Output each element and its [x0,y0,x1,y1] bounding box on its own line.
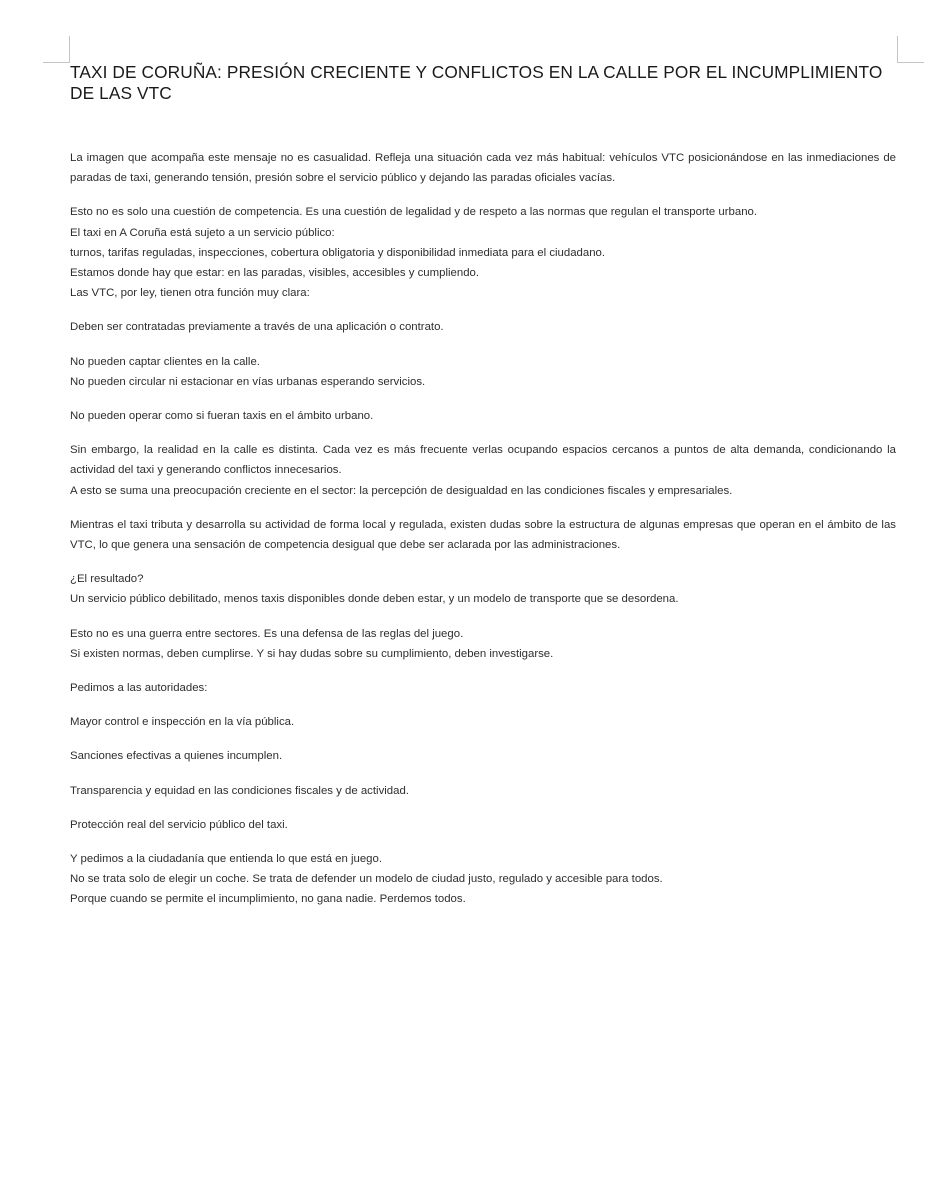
paragraph-demand-protection [70,815,896,835]
document-page [70,62,896,924]
paragraph-line: Si existen normas, deben cumplirse. Y si hay dudas sobre su cumplimiento, deben investigarse. [70,647,554,660]
paragraph-line: Deben ser contratadas previamente a través de una aplicación o contrato. [70,321,444,334]
document-body [70,148,896,910]
paragraph-line: Y pedimos a la ciudadanía que entienda lo que está en juego. [70,853,383,866]
paragraph-line: ¿El resultado? [70,573,144,586]
paragraph-line: Esto no es una guerra entre sectores. Es una defensa de las reglas del juego. [70,627,464,640]
paragraph-line: Las VTC, por ley, tienen otra función muy clara: [70,287,310,300]
paragraph-line: Un servicio público debilitado, menos taxis disponibles donde deben estar, y un modelo de transporte que se desordena. [70,593,679,606]
paragraph-line: La imagen que acompaña este mensaje no es casualidad. Refleja una situación cada vez más habitual: vehículos VTC posicionándose en las inmediaciones de paradas de taxi, generando tensión, presión sobre el servicio público y dejando las paradas oficiales vacías. [70,152,896,185]
paragraph-request-authorities [70,678,896,698]
paragraph-line: turnos, tarifas reguladas, inspecciones, cobertura obligatoria y disponibilidad inmediata para el ciudadano. [70,246,606,259]
paragraph-rules [70,624,896,664]
paragraph-line: El taxi en A Coruña está sujeto a un servicio público: [70,226,335,239]
paragraph-line: Transparencia y equidad en las condiciones fiscales y de actividad. [70,784,409,797]
paragraph-line: Pedimos a las autoridades: [70,682,208,695]
paragraph-vtc-rule-3 [70,406,896,426]
paragraph-legality [70,202,896,303]
paragraph-line: Mayor control e inspección en la vía pública. [70,716,295,729]
paragraph-demand-sanctions [70,746,896,766]
paragraph-reality [70,440,896,501]
paragraph-line: Protección real del servicio público del taxi. [70,818,288,831]
paragraph-vtc-rule-1 [70,317,896,337]
paragraph-line: No pueden operar como si fueran taxis en el ámbito urbano. [70,410,374,423]
paragraph-line: A esto se suma una preocupación creciente en el sector: la percepción de desigualdad en las condiciones fiscales y empresariales. [70,484,733,497]
paragraph-line: Porque cuando se permite el incumplimiento, no gana nadie. Perdemos todos. [70,893,466,906]
paragraph-line: Esto no es solo una cuestión de competencia. Es una cuestión de legalidad y de respeto a las normas que regulan el transporte urbano. [70,206,758,219]
paragraph-line: No pueden captar clientes en la calle. [70,355,260,368]
paragraph-line: Mientras el taxi tributa y desarrolla su actividad de forma local y regulada, existen dudas sobre la estructura de algunas empresas que operan en el ámbito de las VTC, lo que genera una sensación de competencia desigual que debe ser aclarada por las administraciones. [70,518,896,552]
page-margin-marker-top-right [897,36,924,63]
document-title: TAXI DE CORUÑA: PRESIÓN CRECIENTE Y CONFLICTOS EN LA CALLE POR EL INCUMPLIMIENTO DE LAS VTC [70,62,883,103]
paragraph-result [70,569,896,609]
paragraph-demand-control [70,712,896,732]
paragraph-closing [70,849,896,910]
paragraph-fiscal [70,515,896,555]
paragraph-line: No pueden circular ni estacionar en vías urbanas esperando servicios. [70,375,426,388]
paragraph-line: No se trata solo de elegir un coche. Se trata de defender un modelo de ciudad justo, regulado y accesible para todos. [70,873,663,886]
page-margin-marker-top-left [43,36,70,63]
paragraph-demand-transparency [70,781,896,801]
paragraph-line: Estamos donde hay que estar: en las paradas, visibles, accesibles y cumpliendo. [70,267,480,280]
paragraph-vtc-rule-2 [70,352,896,392]
paragraph-intro [70,148,896,188]
paragraph-line: Sanciones efectivas a quienes incumplen. [70,750,283,763]
paragraph-line: Sin embargo, la realidad en la calle es distinta. Cada vez es más frecuente verlas ocupando espacios cercanos a puntos de alta demanda, condicionando la actividad del taxi y generando conflictos innecesarios. [70,444,896,477]
